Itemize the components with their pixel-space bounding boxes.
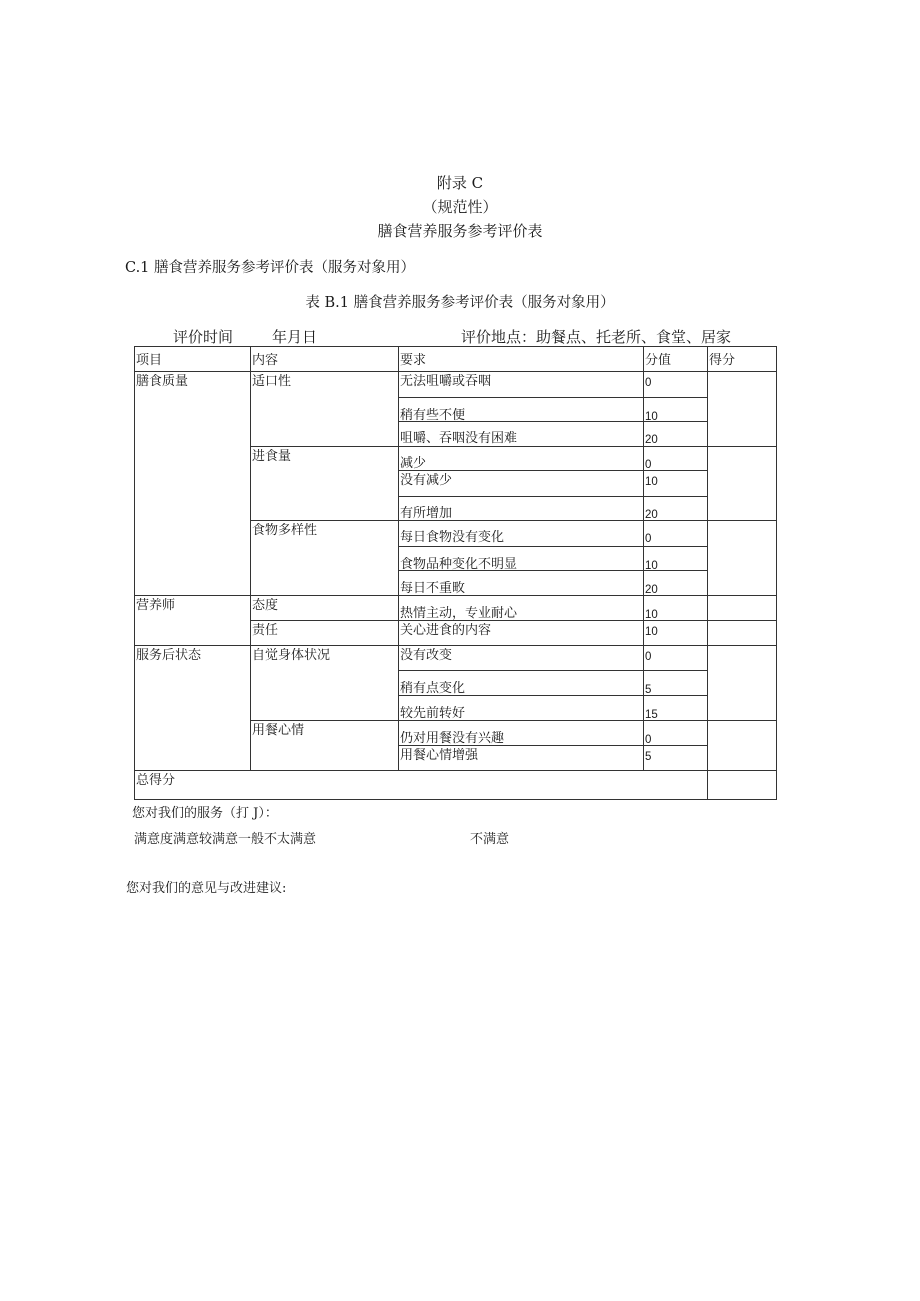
table-grid-line: [398, 645, 708, 646]
requirement-cell: 每日食物没有变化: [400, 530, 505, 545]
content-cell: 适口性: [252, 374, 292, 389]
table-grid-line: [707, 446, 777, 447]
table-grid-line: [643, 346, 644, 771]
evaluation-time-label: 评价时间: [173, 328, 234, 346]
score-cell: 20: [645, 584, 658, 596]
satisfaction-level-unsatisfied: 不满意: [470, 832, 510, 847]
table-header-cell: 项目: [136, 353, 163, 368]
requirement-cell: 没有减少: [400, 473, 453, 488]
table-grid-line: [250, 645, 399, 646]
table-grid-line: [134, 645, 251, 646]
table-grid-line: [250, 346, 251, 771]
item-cell: 营养师: [136, 598, 176, 613]
score-cell: 10: [645, 476, 658, 488]
table-grid-line: [134, 595, 251, 596]
requirement-cell: 食物品种变化不明显: [400, 557, 518, 572]
satisfaction-levels: 满意度满意较满意一般不太满意: [134, 832, 317, 847]
score-cell: 10: [645, 609, 658, 621]
score-cell: 0: [645, 651, 652, 663]
appendix-nature: （规范性）: [422, 198, 498, 216]
score-cell: 15: [645, 709, 658, 721]
table-grid-line: [250, 520, 399, 521]
score-cell: 10: [645, 411, 658, 423]
table-grid-line: [398, 470, 708, 471]
table-grid-line: [398, 397, 708, 398]
table-grid-line: [398, 346, 399, 771]
score-cell: 20: [645, 434, 658, 446]
table-grid-line: [398, 670, 708, 671]
requirement-cell: 稍有些不便: [400, 408, 466, 423]
content-cell: 责任: [252, 623, 279, 638]
table-grid-line: [250, 446, 399, 447]
requirement-cell: 仍对用餐没有兴趣: [400, 731, 505, 746]
content-cell: 自觉身体状况: [252, 648, 331, 663]
requirement-cell: 热情主动，专业耐心: [400, 606, 518, 621]
table-grid-line: [707, 595, 777, 596]
content-cell: 食物多样性: [252, 523, 318, 538]
content-cell: 进食量: [252, 449, 292, 464]
requirement-cell: 没有改变: [400, 648, 453, 663]
table-grid-line: [707, 346, 708, 800]
table-header-cell: 内容: [252, 353, 279, 368]
score-cell: 10: [645, 560, 658, 572]
requirement-cell: 稍有点变化: [400, 681, 466, 696]
feedback-question: 您对我们的服务（打 J）：: [132, 806, 278, 821]
table-header-cell: 要求: [400, 353, 427, 368]
table-grid-line: [250, 595, 399, 596]
section-heading: C.1 膳食营养服务参考评价表（服务对象用）: [125, 260, 416, 276]
requirement-cell: 有所增加: [400, 506, 453, 521]
requirement-cell: 关心进食的内容: [400, 623, 492, 638]
score-cell: 0: [645, 533, 652, 545]
table-header-cell: 得分: [709, 353, 736, 368]
appendix-title: 附录 C: [436, 174, 484, 192]
item-cell: 膳食质量: [136, 374, 189, 389]
evaluation-date-label: 年月日: [272, 328, 318, 346]
table-caption: 表 B.1 膳食营养服务参考评价表（服务对象用）: [305, 295, 615, 311]
suggestion-label: 您对我们的意见与改进建议:: [126, 881, 287, 896]
requirement-cell: 每日不重畋: [400, 581, 466, 596]
score-cell: 0: [645, 734, 652, 746]
table-grid-line: [398, 546, 708, 547]
table-grid-line: [707, 720, 777, 721]
table-grid-line: [134, 770, 777, 771]
table-grid-line: [250, 720, 399, 721]
requirement-cell: 无法咀嚼或吞咽: [400, 374, 492, 389]
table-grid-line: [707, 520, 777, 521]
content-cell: 态度: [252, 598, 279, 613]
table-header-cell: 分值: [645, 353, 672, 368]
table-grid-line: [707, 645, 777, 646]
requirement-cell: 用餐心情增强: [400, 748, 479, 763]
score-cell: 20: [645, 509, 658, 521]
table-grid-line: [134, 799, 777, 800]
table-grid-line: [134, 371, 777, 372]
appendix-name: 膳食营养服务参考评价表: [377, 222, 543, 240]
table-grid-line: [398, 496, 708, 497]
requirement-cell: 较先前转好: [400, 706, 466, 721]
table-grid-line: [134, 346, 777, 347]
score-cell: 0: [645, 459, 652, 471]
table-grid-line: [707, 620, 777, 621]
score-cell: 10: [645, 626, 658, 638]
table-grid-line: [776, 346, 777, 800]
score-cell: 0: [645, 377, 652, 389]
item-cell: 服务后状态: [136, 648, 202, 663]
evaluation-place-label: 评价地点：助餐点、托老所、食堂、居家: [461, 328, 732, 346]
score-cell: 5: [645, 684, 652, 696]
table-grid-line: [134, 346, 135, 800]
total-score-label: 总得分: [136, 773, 176, 788]
requirement-cell: 减少: [400, 456, 427, 471]
table-grid-line: [250, 620, 399, 621]
content-cell: 用餐心情: [252, 723, 305, 738]
score-cell: 5: [645, 751, 652, 763]
requirement-cell: 咀嚼、吞咽没有困难: [400, 431, 518, 446]
